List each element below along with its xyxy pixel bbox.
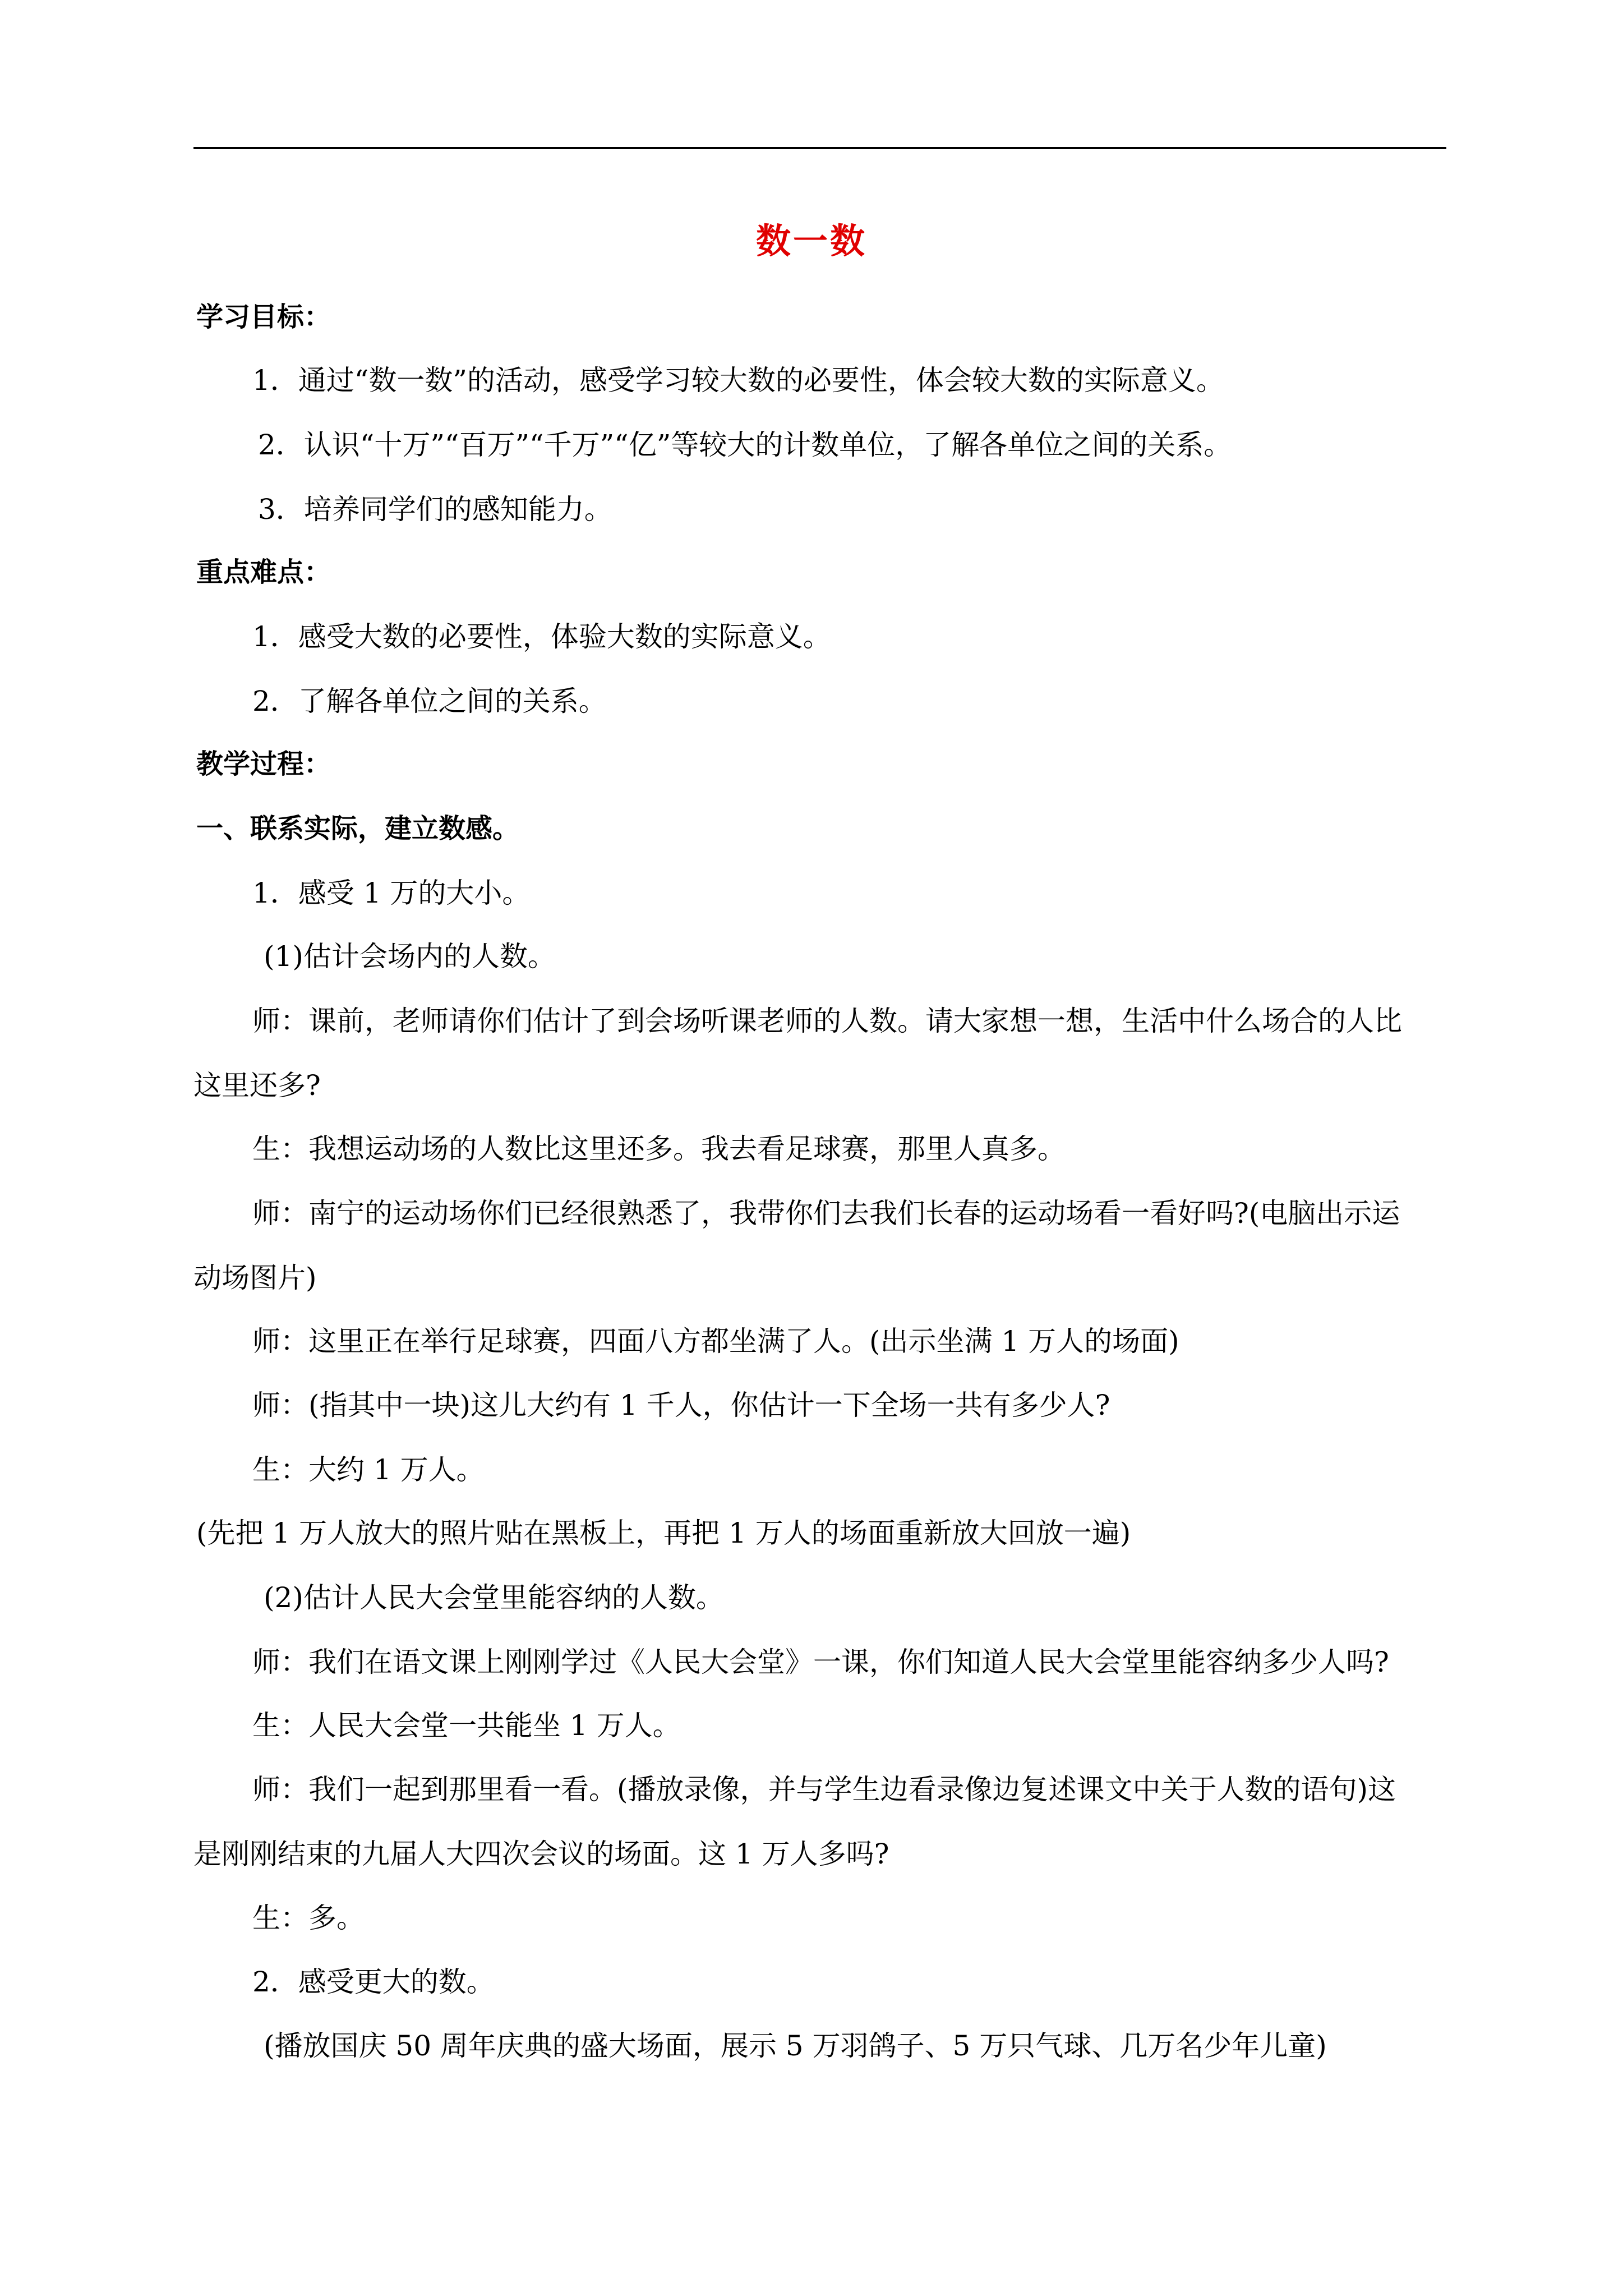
process-line: 生：大约 1 万人。 — [252, 1453, 485, 1486]
process-heading: 教学过程： — [196, 748, 331, 780]
process-line: (2)估计人民大会堂里能容纳的人数。 — [264, 1581, 724, 1614]
process-line: (先把 1 万人放大的照片贴在黑板上，再把 1 万人的场面重新放大回放一遍) — [196, 1517, 1131, 1549]
process-line: 生：我想运动场的人数比这里还多。我去看足球赛，那里人真多。 — [252, 1133, 1066, 1165]
objective-item: 2．认识“十万”“百万”“千万”“亿”等较大的计数单位，了解各单位之间的关系。 — [258, 429, 1232, 461]
process-line: (播放国庆 50 周年庆典的盛大场面，展示 5 万羽鸽子、5 万只气球、几万名少年儿童) — [264, 2030, 1327, 2062]
key-points-heading: 重点难点： — [196, 556, 331, 588]
objective-item: 1．通过“数一数”的活动，感受学习较大数的必要性，体会较大数的实际意义。 — [252, 364, 1224, 397]
objectives-heading: 学习目标： — [196, 301, 331, 333]
process-line: 生：多。 — [252, 1902, 365, 1934]
document-title: 数一数 — [755, 220, 867, 261]
process-line: (1)估计会场内的人数。 — [264, 940, 556, 973]
process-line: 这里还多? — [193, 1069, 321, 1102]
process-line: 师：我们在语文课上刚刚学过《人民大会堂》一课，你们知道人民大会堂里能容纳多少人吗? — [252, 1646, 1389, 1678]
key-point-item: 1．感受大数的必要性，体验大数的实际意义。 — [252, 620, 831, 653]
process-line: 师：我们一起到那里看一看。(播放录像，并与学生边看录像边复述课文中关于人数的语句)这 — [252, 1773, 1396, 1806]
process-line: 师：(指其中一块)这儿大约有 1 千人，你估计一下全场一共有多少人? — [252, 1389, 1110, 1421]
part1-heading: 一、联系实际，建立数感。 — [196, 813, 520, 844]
header-rule — [193, 147, 1446, 149]
process-line: 师：课前，老师请你们估计了到会场听课老师的人数。请大家想一想，生活中什么场合的人比 — [252, 1005, 1402, 1037]
objective-item: 3．培养同学们的感知能力。 — [258, 493, 612, 526]
process-line: 师：南宁的运动场你们已经很熟悉了，我带你们去我们长春的运动场看一看好吗?(电脑出示运 — [252, 1197, 1400, 1230]
process-line: 师：这里正在举行足球赛，四面八方都坐满了人。(出示坐满 1 万人的场面) — [252, 1325, 1179, 1358]
process-line: 动场图片) — [193, 1262, 317, 1294]
process-line: 是刚刚结束的九届人大四次会议的场面。这 1 万人多吗? — [193, 1838, 889, 1870]
process-line: 生：人民大会堂一共能坐 1 万人。 — [252, 1709, 681, 1742]
key-point-item: 2．了解各单位之间的关系。 — [252, 685, 607, 717]
process-line: 1．感受 1 万的大小。 — [252, 877, 531, 909]
process-line: 2．感受更大的数。 — [252, 1966, 495, 1998]
